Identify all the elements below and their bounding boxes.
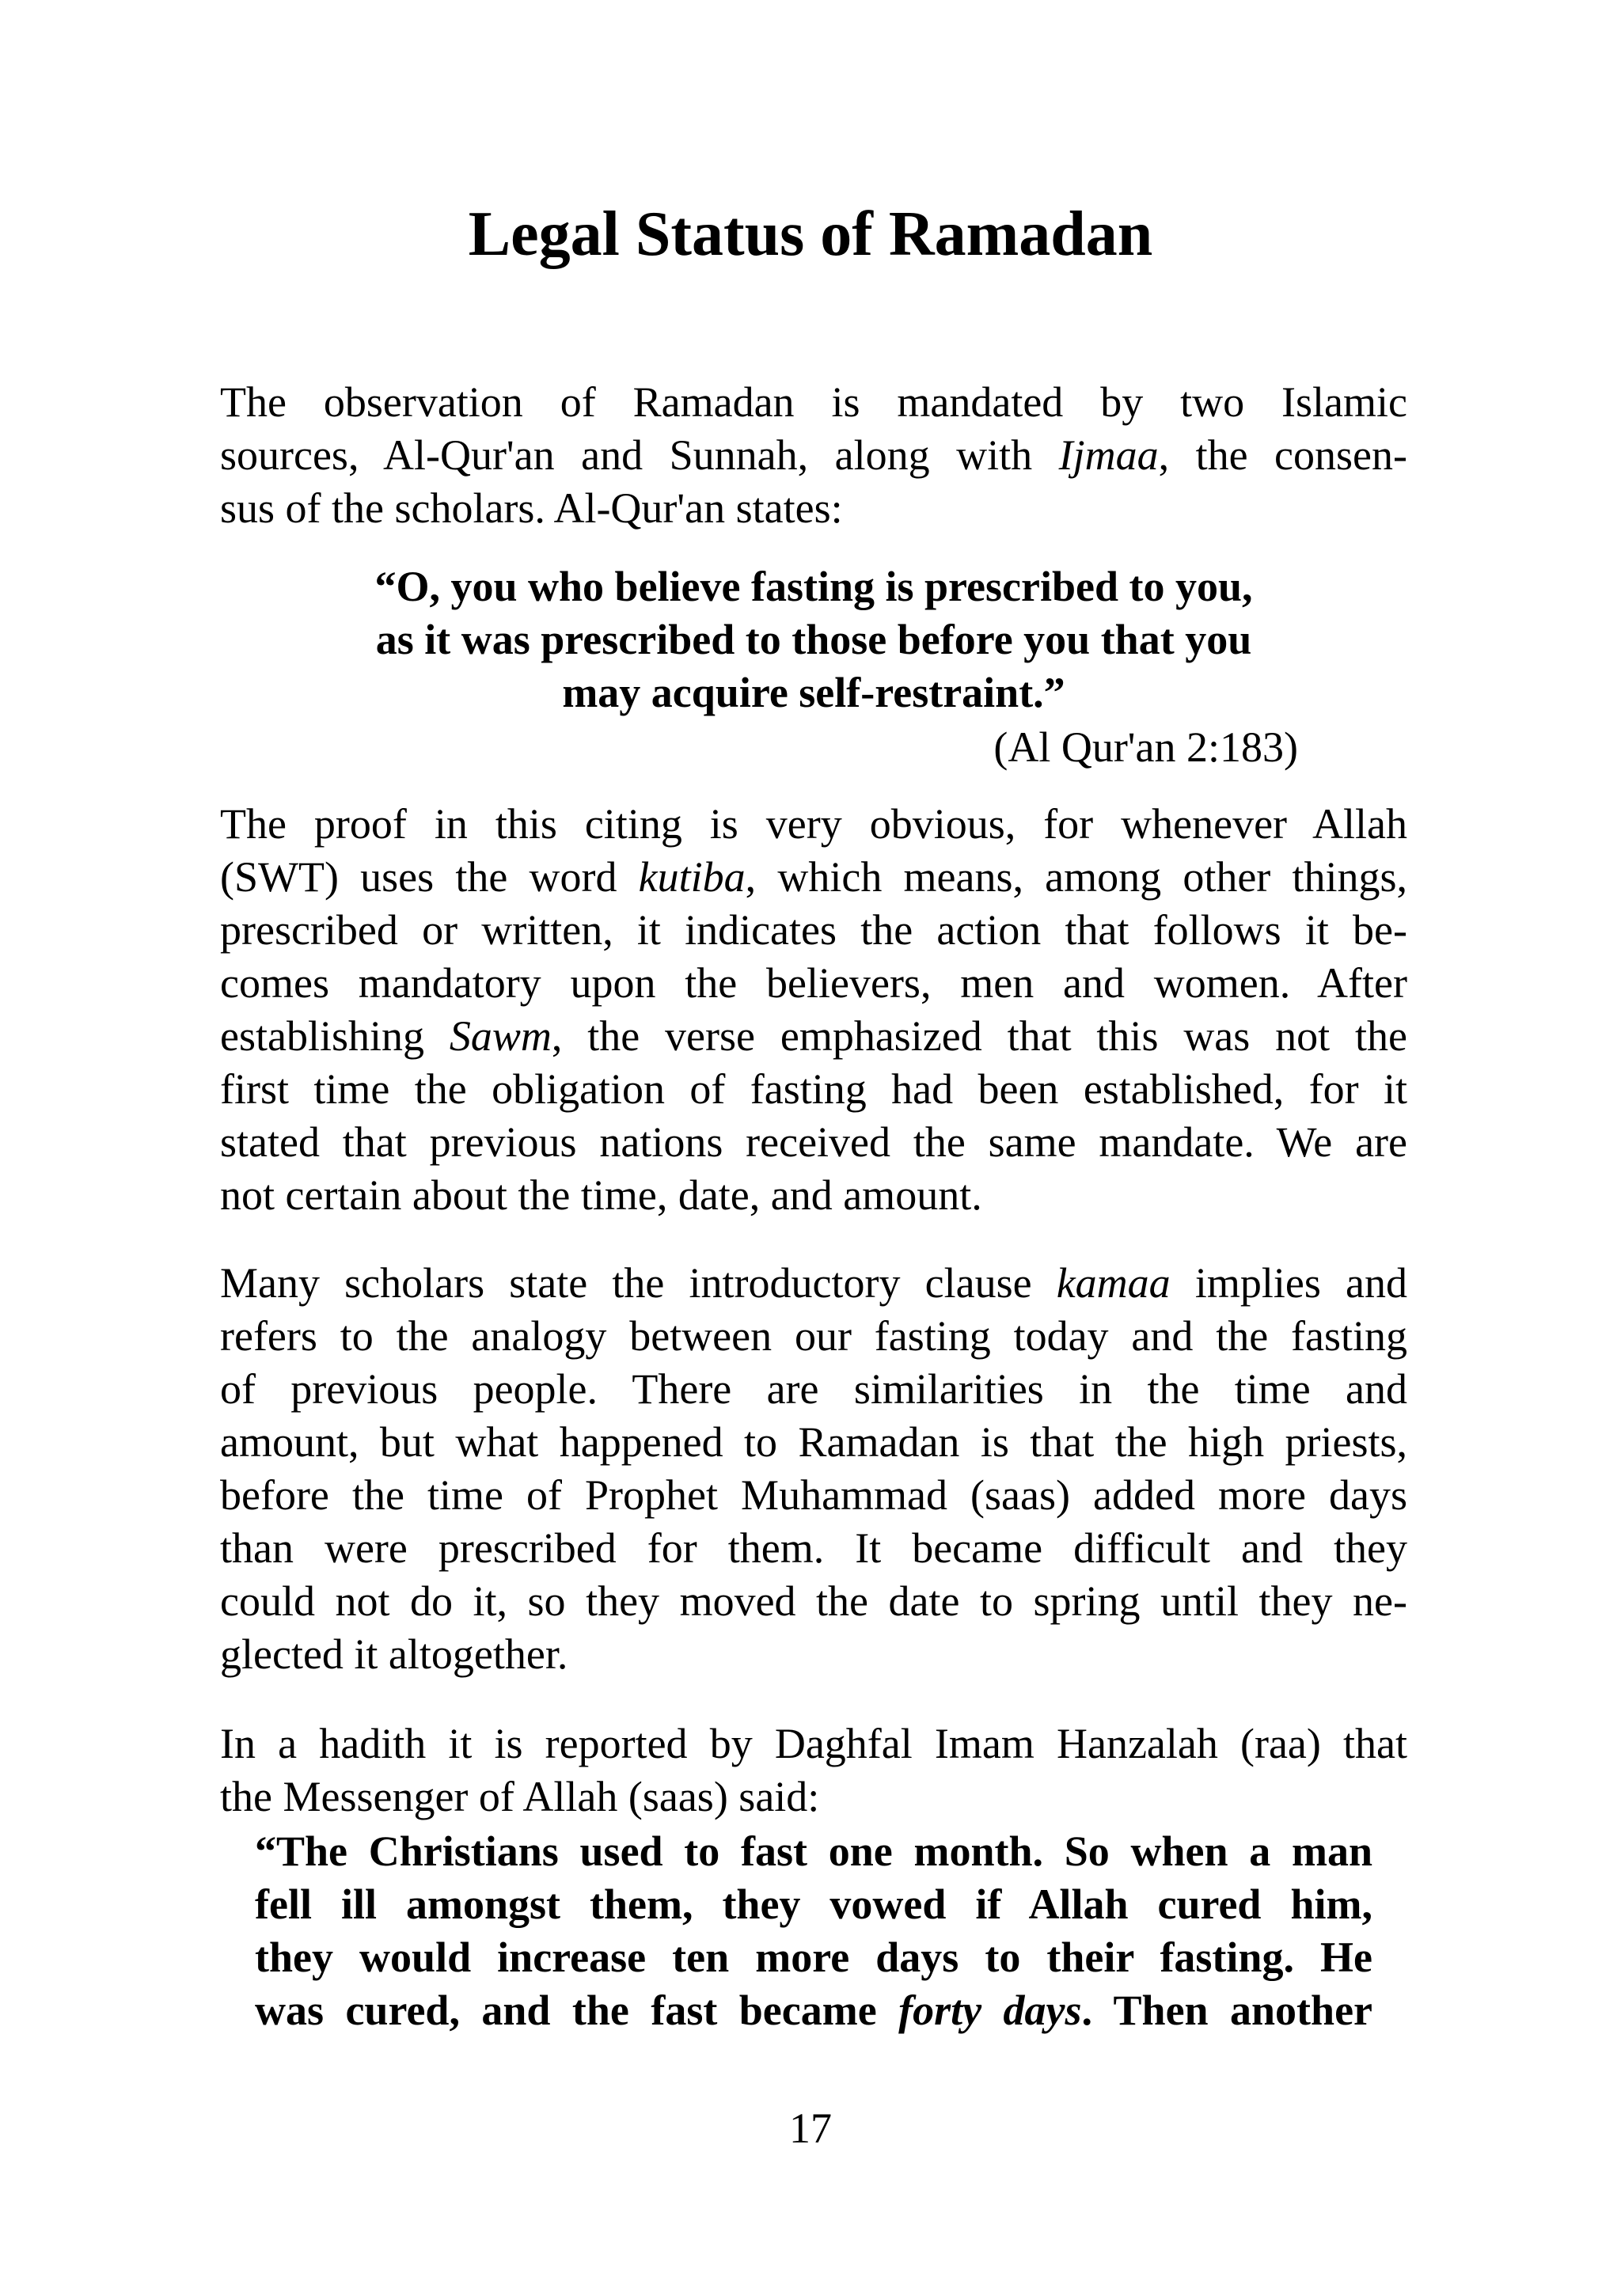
hadith-quote: [255, 1825, 1372, 2037]
italic-term: Ijmaa: [1058, 431, 1159, 479]
quote-line: “The Christians used to fast one month. So when a man: [255, 1827, 1372, 1875]
paragraph-line: [220, 1010, 1407, 1063]
paragraph-line: not certain about the time, date, and amount.: [220, 1171, 982, 1219]
paragraph-line: The observation of Ramadan is mandated by two Islamic: [220, 378, 1407, 426]
paragraph-line: before the time of Prophet Muhammad (saas) added more days: [220, 1471, 1407, 1519]
paragraph-line: stated that previous nations received the same mandate. We are: [220, 1118, 1407, 1166]
text-run: Many scholars state the introductory clause: [220, 1259, 1057, 1307]
paragraph-line: could not do it, so they moved the date to spring until they ne-: [220, 1577, 1407, 1625]
paragraph-line: In a hadith it is reported by Daghfal Imam Hanzalah (raa) that: [220, 1720, 1407, 1767]
text-run: (SWT) uses the word: [220, 853, 639, 901]
text-run: , which means, among other things,: [745, 853, 1407, 901]
italic-term: Sawm: [449, 1012, 552, 1060]
paragraph-intro: [220, 376, 1407, 535]
paragraph-line: the Messenger of Allah (saas) said:: [220, 1773, 820, 1820]
paragraph-line: first time the obligation of fasting had been established, for it: [220, 1065, 1407, 1113]
paragraph-line: [220, 851, 1407, 904]
text-run: implies and: [1170, 1259, 1407, 1307]
paragraph-line: than were prescribed for them. It became difficult and they: [220, 1524, 1407, 1572]
paragraph-line: The proof in this citing is very obvious, for whenever Allah: [220, 800, 1407, 848]
italic-term: kamaa: [1056, 1259, 1171, 1307]
paragraph-line: refers to the analogy between our fasting today and the fasting: [220, 1312, 1407, 1360]
quote-line: may acquire self-restraint.”: [562, 669, 1065, 716]
quote-line: they would increase ten more days to their fasting. He: [255, 1934, 1372, 1981]
paragraph-line: sus of the scholars. Al-Qur'an states:: [220, 484, 843, 532]
text-run: sources, Al-Qur'an and Sunnah, along with: [220, 431, 1059, 479]
text-run: , the verse emphasized that this was not the: [551, 1012, 1407, 1060]
text-run: was cured, and the fast became: [255, 1987, 899, 2034]
paragraph-line: glected it altogether.: [220, 1630, 568, 1678]
text-run: establishing: [220, 1012, 450, 1060]
paragraph-line: comes mandatory upon the believers, men and women. After: [220, 959, 1407, 1007]
paragraph-line: [220, 429, 1407, 482]
page-title: Legal Status of Ramadan: [468, 199, 1153, 269]
quote-line: [255, 1984, 1372, 2037]
quote-citation: (Al Qur'an 2:183): [993, 723, 1298, 771]
paragraph-line: prescribed or written, it indicates the action that follows it be-: [220, 906, 1407, 954]
paragraph-line: amount, but what happened to Ramadan is that the high priests,: [220, 1418, 1407, 1466]
paragraph-proof: [220, 798, 1407, 1222]
italic-term: forty days: [898, 1987, 1082, 2034]
text-run: . Then another: [1081, 1987, 1372, 2034]
page-number: 17: [789, 2104, 832, 2152]
quote-line: “O, you who believe fasting is prescribed to you,: [374, 563, 1253, 610]
quote-line: as it was prescribed to those before you that you: [375, 616, 1252, 663]
paragraph-line: of previous people. There are similarities in the time and: [220, 1365, 1407, 1413]
text-run: , the consen-: [1158, 431, 1407, 479]
quote-line: fell ill amongst them, they vowed if Allah cured him,: [255, 1880, 1372, 1928]
paragraph-hadith: [220, 1717, 1407, 1824]
paragraph-line: [220, 1257, 1407, 1310]
italic-term: kutiba: [638, 853, 746, 901]
paragraph-scholars: [220, 1257, 1407, 1681]
quran-quote: [220, 560, 1407, 719]
